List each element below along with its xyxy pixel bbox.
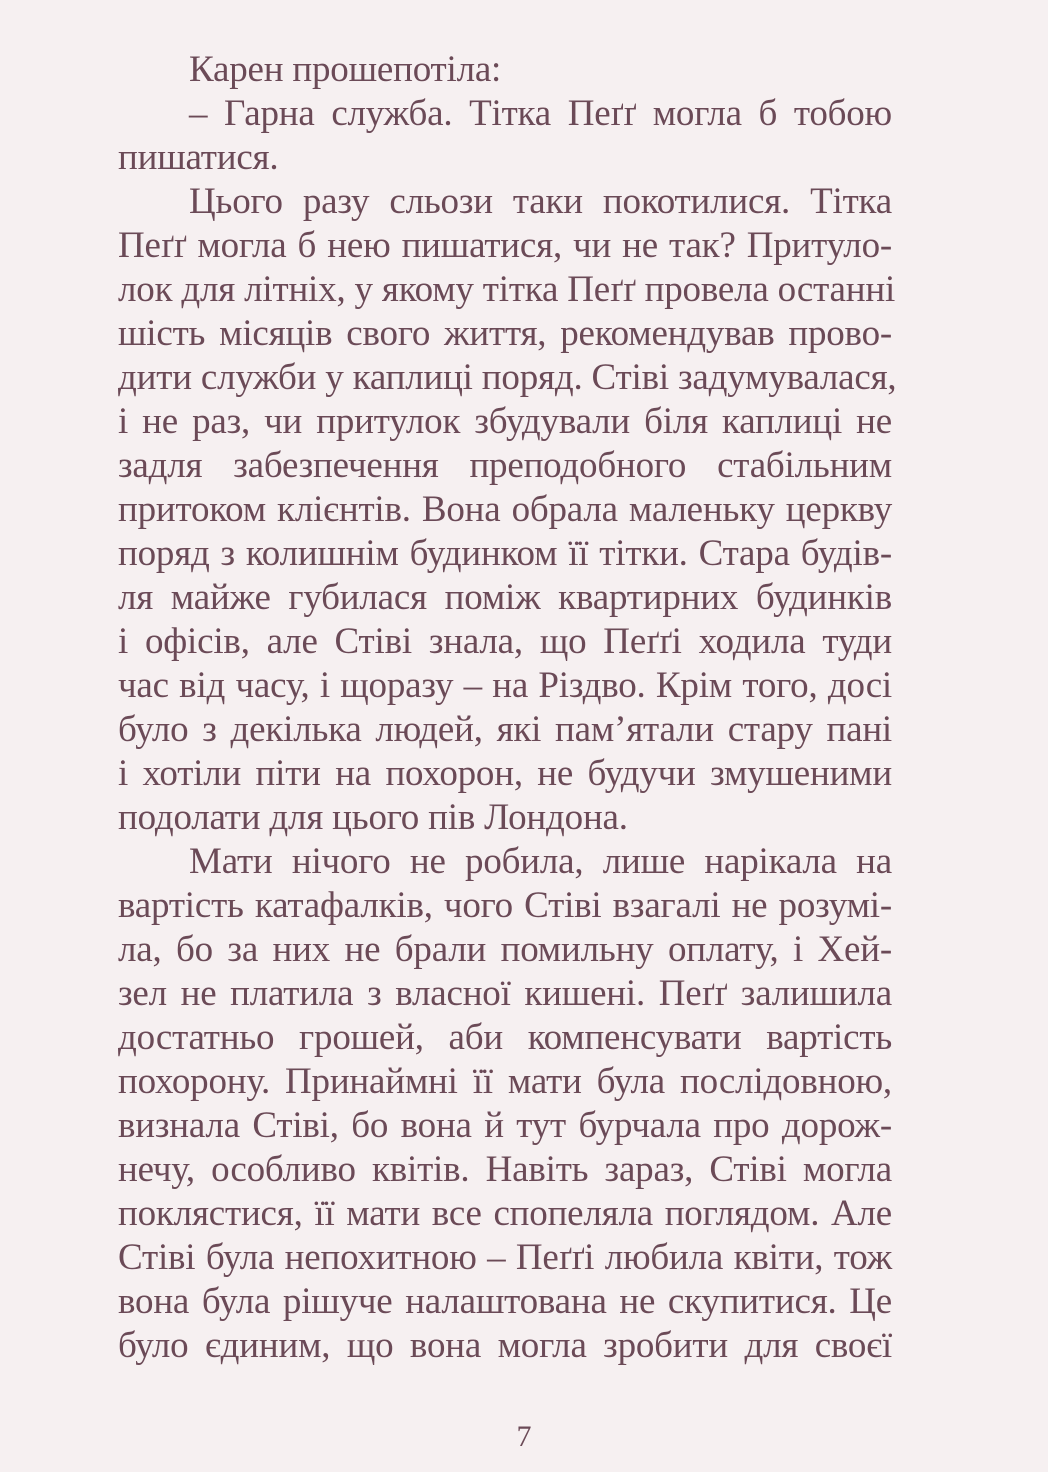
- text-line: Цього разу сльози таки покотилися. Тітка: [189, 181, 892, 222]
- text-line: зел не платила з власної кишені. Пеґґ залишила: [118, 973, 892, 1014]
- text-line: час від часу, і щоразу – на Різдво. Крім того, досі: [118, 665, 892, 706]
- text-line: і офісів, але Стіві знала, що Пеґґі ходила туди: [118, 621, 892, 662]
- text-line: дити служби у каплиці поряд. Стіві задумувалася,: [118, 357, 897, 398]
- text-line: Мати нічого не робила, лише нарікала на: [189, 841, 892, 882]
- text-line: Карен прошепотіла:: [189, 49, 502, 90]
- text-line: було єдиним, що вона могла зробити для своєї: [118, 1325, 892, 1366]
- text-line: Пеґґ могла б нею пишатися, чи не так? Притуло-: [118, 225, 892, 266]
- text-line: вартість катафалків, чого Стіві взагалі не розумі-: [118, 885, 892, 926]
- text-line: і не раз, чи притулок збудували біля каплиці не: [118, 401, 892, 442]
- text-line: і хотіли піти на похорон, не будучи змушеними: [118, 753, 892, 794]
- text-line: поклястися, її мати все спопеляла поглядом. Але: [118, 1193, 892, 1234]
- text-line: похорону. Принаймні її мати була послідовною,: [118, 1061, 892, 1102]
- page-number: 7: [516, 1420, 532, 1453]
- text-line: пишатися.: [118, 137, 279, 178]
- text-line: поряд з колишнім будинком її тітки. Стара будів-: [118, 533, 892, 574]
- text-line: подолати для цього пів Лондона.: [118, 797, 628, 838]
- text-line: – Гарна служба. Тітка Пеґґ могла б тобою: [189, 93, 892, 134]
- text-line: шість місяців свого життя, рекомендував прово-: [118, 313, 892, 354]
- book-page-text: [118, 46, 897, 1366]
- text-line: нечу, особливо квітів. Навіть зараз, Стіві могла: [118, 1149, 892, 1190]
- text-line: лок для літніх, у якому тітка Пеґґ провела останні: [118, 269, 896, 310]
- text-line: було з декілька людей, які пам’ятали стару пані: [118, 709, 892, 750]
- text-line: ла, бо за них не брали помильну оплату, і Хей-: [118, 929, 892, 970]
- text-line: Стіві була непохитною – Пеґґі любила квіти, тож: [118, 1237, 892, 1278]
- text-line: визнала Стіві, бо вона й тут бурчала про дорож-: [118, 1105, 892, 1146]
- text-line: притоком клієнтів. Вона обрала маленьку церкву: [118, 489, 892, 530]
- text-line: ля майже губилася поміж квартирних будинків: [118, 577, 892, 618]
- text-line: задля забезпечення преподобного стабільним: [118, 445, 892, 486]
- text-line: достатньо грошей, аби компенсувати вартість: [118, 1017, 892, 1058]
- text-line: вона була рішуче налаштована не скупитися. Це: [118, 1281, 892, 1322]
